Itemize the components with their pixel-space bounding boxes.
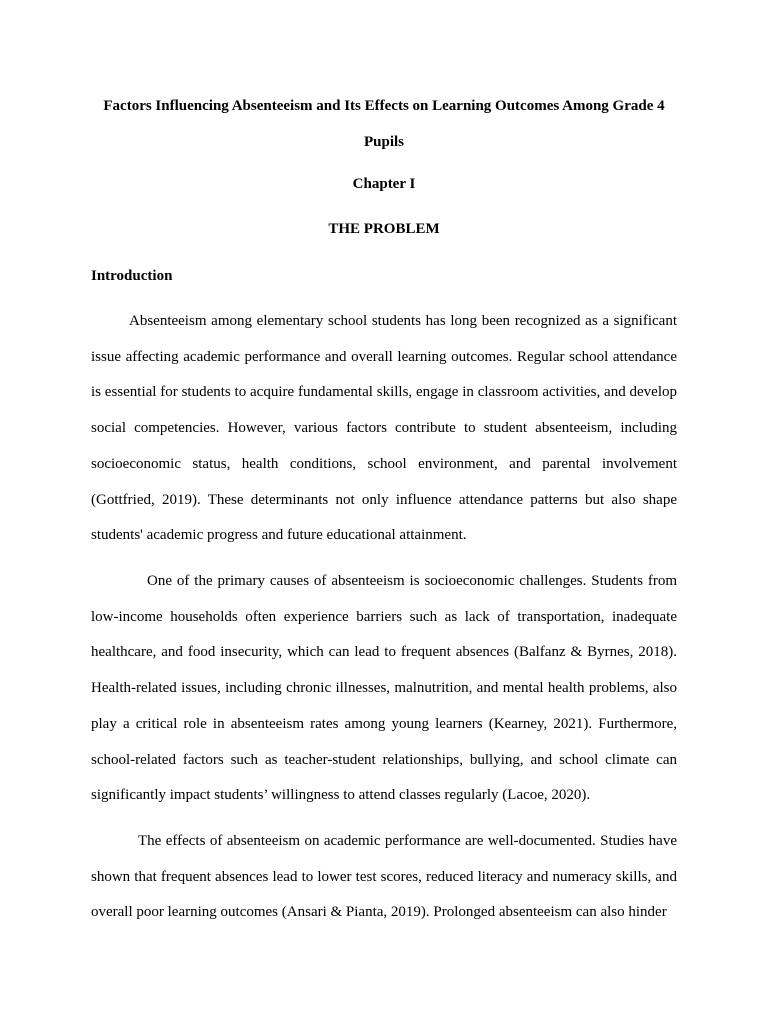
chapter-label: Chapter I (352, 176, 416, 192)
chapter-title: THE PROBLEM (328, 221, 440, 237)
body-paragraph: The effects of absenteeism on academic performance are well-documented. Studies have shown that frequent absences lead to lower test scores, reduced literacy and numeracy skills, and overall poor learning outcomes (Ansari & Pianta, 2019). Prolonged absenteeism can also hinder (91, 833, 677, 921)
document-title: Factors Influencing Absenteeism and Its Effects on Learning Outcomes Among Grade 4 Pupils (103, 98, 665, 150)
body-paragraph: One of the primary causes of absenteeism is socioeconomic challenges. Students from low-income households often experience barriers such as lack of transportation, inadequate healthcare, and food insecurity, which can lead to frequent absences (Balfanz & Byrnes, 2018). Health-related issues, including chronic illnesses, malnutrition, and mental health problems, also play a critical role in absenteeism rates among young learners (Kearney, 2021). Furthermore, school-related factors such as teacher-student relationships, bullying, and school climate can significantly impact students’ willingness to attend classes regularly (Lacoe, 2020). (91, 573, 677, 804)
body-paragraph: Absenteeism among elementary school students has long been recognized as a significant issue affecting academic performance and overall learning outcomes. Regular school attendance is essential for students to acquire fundamental skills, engage in classroom activities, and develop social competencies. However, various factors contribute to student absenteeism, including socioeconomic status, health conditions, school environment, and parental involvement (Gottfried, 2019). These determinants not only influence attendance patterns but also shape students' academic progress and future educational attainment. (91, 313, 677, 544)
section-heading: Introduction (91, 268, 173, 284)
